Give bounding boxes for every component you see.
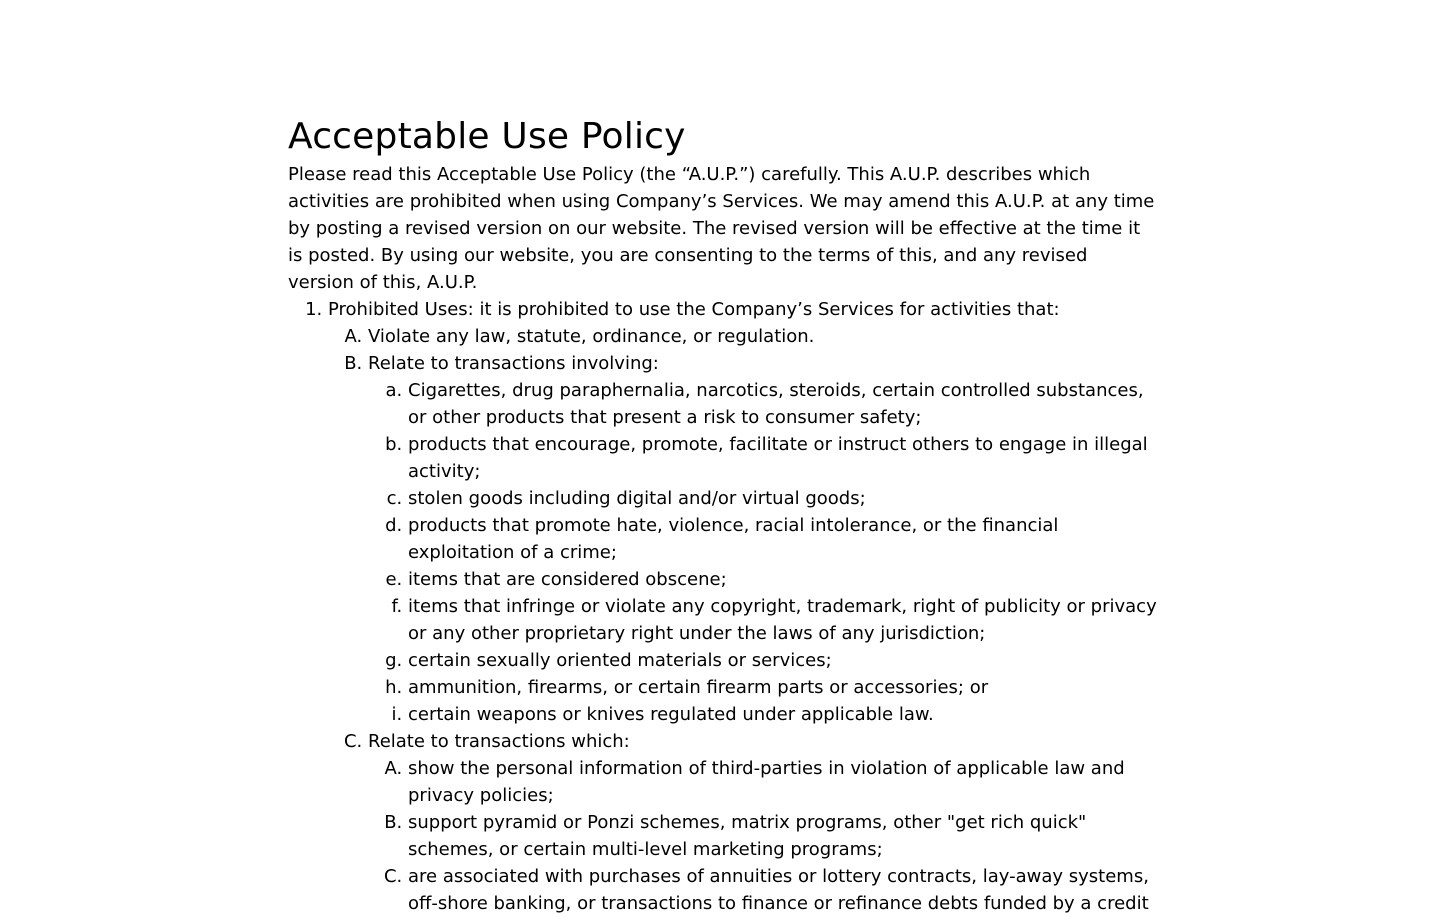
policy-document	[288, 115, 1158, 917]
list-item: C. are associated with purchases of annuities or lottery contracts, lay-away systems, off-shore banking, or transactions to finance or refinance debts funded by a credit	[408, 863, 1158, 917]
list-item-text: Relate to transactions involving:	[368, 353, 659, 374]
list-item: c. stolen goods including digital and/or virtual goods;	[408, 485, 1158, 512]
list-item	[368, 323, 1158, 350]
list-item: f. items that infringe or violate any copyright, trademark, right of publicity or privacy or any other proprietary right under the laws of any jurisdiction;	[408, 593, 1158, 647]
policy-list	[288, 296, 1158, 917]
page-title: Acceptable Use Policy	[288, 116, 686, 157]
list-item-text: Violate any law, statute, ordinance, or regulation.	[368, 326, 815, 347]
list-item	[368, 350, 1158, 728]
list-item: A. show the personal information of third-parties in violation of applicable law and privacy policies;	[408, 755, 1158, 809]
section-prohibited-uses	[328, 296, 1158, 917]
list-item: a. Cigarettes, drug paraphernalia, narcotics, steroids, certain controlled substances, or other products that present a risk to consumer safety;	[408, 377, 1158, 431]
transactions-which-list	[368, 755, 1158, 917]
list-item: d. products that promote hate, violence, racial intolerance, or the financial exploitation of a crime;	[408, 512, 1158, 566]
intro-paragraph: Please read this Acceptable Use Policy (the “A.U.P.”) carefully. This A.U.P. describes which activities are prohibited when using Company’s Services. We may amend this A.U.P. at any time by posting a revised version on our website. The revised version will be effective at the time it is posted. By using our website, you are consenting to the terms of this, and any revised version of this, A.U.P.	[288, 164, 1155, 293]
list-item: B. support pyramid or Ponzi schemes, matrix programs, other "get rich quick" schemes, or certain multi-level marketing programs;	[408, 809, 1158, 863]
list-item	[368, 728, 1158, 917]
list-item: h. ammunition, firearms, or certain firearm parts or accessories; or	[408, 674, 1158, 701]
list-item: g. certain sexually oriented materials or services;	[408, 647, 1158, 674]
list-item: e. items that are considered obscene;	[408, 566, 1158, 593]
list-item-text: Relate to transactions which:	[368, 731, 630, 752]
transactions-involving-list	[368, 377, 1158, 728]
prohibited-uses-list	[328, 323, 1158, 917]
list-item: b. products that encourage, promote, facilitate or instruct others to engage in illegal activity;	[408, 431, 1158, 485]
list-item: i. certain weapons or knives regulated under applicable law.	[408, 701, 1158, 728]
section-text: Prohibited Uses: it is prohibited to use the Company’s Services for activities that:	[328, 299, 1060, 320]
